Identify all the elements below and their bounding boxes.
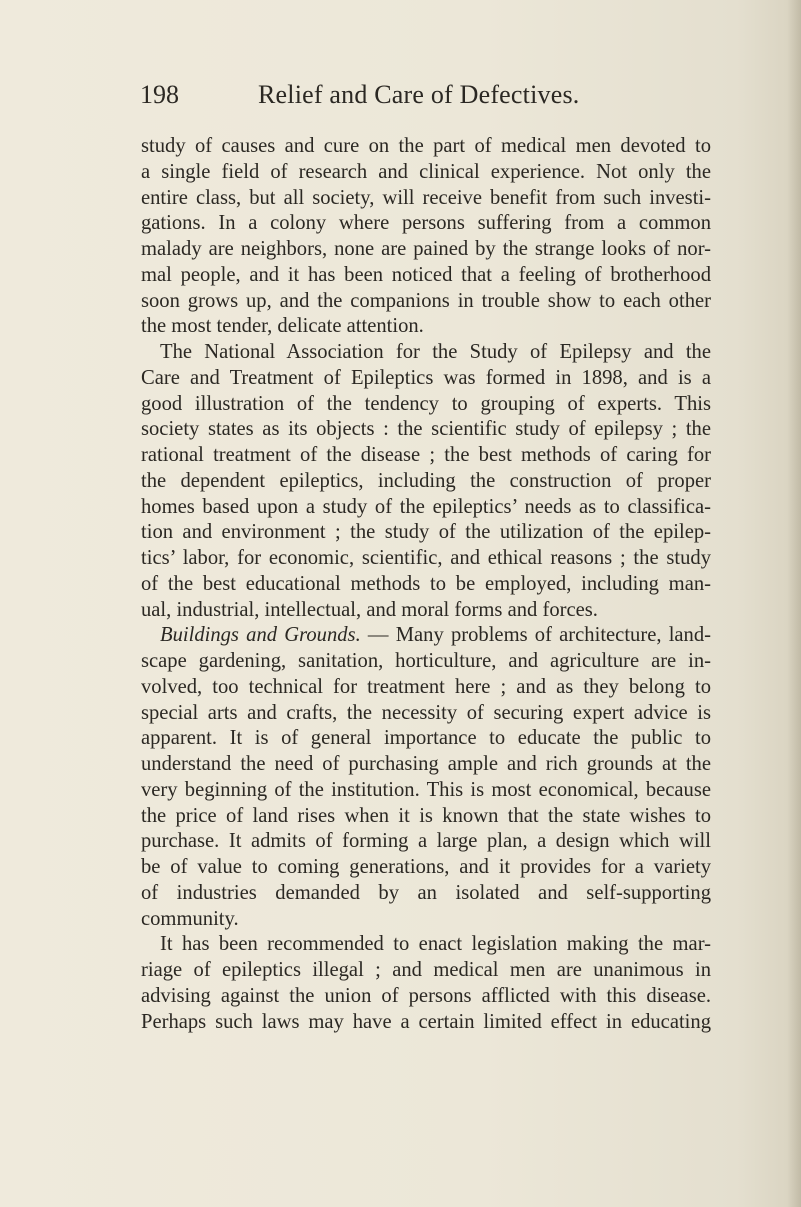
text-line: soon grows up, and the companions in trouble show to each other: [141, 289, 711, 312]
text-line: Care and Treatment of Epileptics was formed in 1898, and is a: [141, 366, 711, 389]
text-line: very beginning of the institution. This is most economical, because: [141, 778, 711, 801]
text-line: riage of epileptics illegal ; and medical men are unanimous in: [141, 959, 711, 981]
text-line: The National Association for the Study of Epilepsy and the: [160, 341, 711, 363]
text-line: special arts and crafts, the necessity of securing expert advice is: [141, 701, 711, 724]
page-number: 198: [140, 80, 179, 109]
paragraph-3: [141, 623, 711, 932]
running-title: Relief and Care of Defectives.: [258, 80, 580, 109]
text-line: the dependent epileptics, including the construction of proper: [141, 469, 711, 492]
text-line: study of causes and cure on the part of medical men devoted to: [141, 135, 711, 157]
body-text: [141, 134, 711, 1035]
text-line: of industries demanded by an isolated and self-supporting: [141, 881, 711, 904]
text-line: ual, industrial, intellectual, and moral forms and forces.: [141, 598, 598, 621]
paragraph-4: [141, 932, 711, 1035]
text-line: volved, too technical for treatment here ; and as they belong to: [141, 675, 711, 698]
text-line: tion and environment ; the study of the utilization of the epilep-: [141, 521, 711, 544]
page-edge-shadow: [787, 0, 801, 1207]
text-line: tics’ labor, for economic, scientific, and ethical reasons ; the study: [141, 547, 711, 569]
text-line: mal people, and it has been noticed that a feeling of brotherhood: [141, 263, 711, 286]
text-line: good illustration of the tendency to grouping of experts. This: [141, 392, 711, 415]
text-line: rational treatment of the disease ; the best methods of caring for: [141, 444, 711, 466]
text-line: Perhaps such laws may have a certain limited effect in educating: [141, 1010, 711, 1033]
text-line: be of value to coming generations, and it provides for a variety: [141, 856, 711, 878]
text-line: apparent. It is of general importance to educate the public to: [141, 727, 711, 750]
section-heading: Buildings and Grounds.: [160, 624, 361, 647]
paragraph-2: [141, 340, 711, 623]
text-line: [141, 623, 711, 649]
text-line: scape gardening, sanitation, horticulture, and agriculture are in-: [141, 650, 711, 672]
text-line: a single field of research and clinical experience. Not only the: [141, 160, 711, 183]
text-line: gations. In a colony where persons suffering from a common: [141, 212, 711, 235]
text-line: the most tender, delicate attention.: [141, 315, 424, 338]
text-line: It has been recommended to enact legislation making the mar-: [160, 933, 711, 956]
text-line: purchase. It admits of forming a large plan, a design which will: [141, 830, 711, 853]
text-line: the price of land rises when it is known that the state wishes to: [141, 804, 711, 827]
text-line: entire class, but all society, will receive benefit from such investi-: [141, 186, 711, 209]
running-head: [140, 80, 620, 120]
text-line: of the best educational methods to be employed, including man-: [141, 572, 711, 595]
heading-continuation: — Many problems of architecture, land-: [360, 624, 711, 647]
text-line: homes based upon a study of the epileptics’ needs as to classifica-: [141, 495, 711, 518]
text-line: society states as its objects : the scientific study of epilepsy ; the: [141, 418, 711, 441]
paragraph-1: [141, 134, 711, 340]
text-line: malady are neighbors, none are pained by the strange looks of nor-: [141, 238, 711, 260]
text-line: advising against the union of persons afflicted with this disease.: [141, 984, 711, 1007]
text-line: understand the need of purchasing ample and rich grounds at the: [141, 753, 711, 775]
text-line: community.: [141, 907, 239, 930]
